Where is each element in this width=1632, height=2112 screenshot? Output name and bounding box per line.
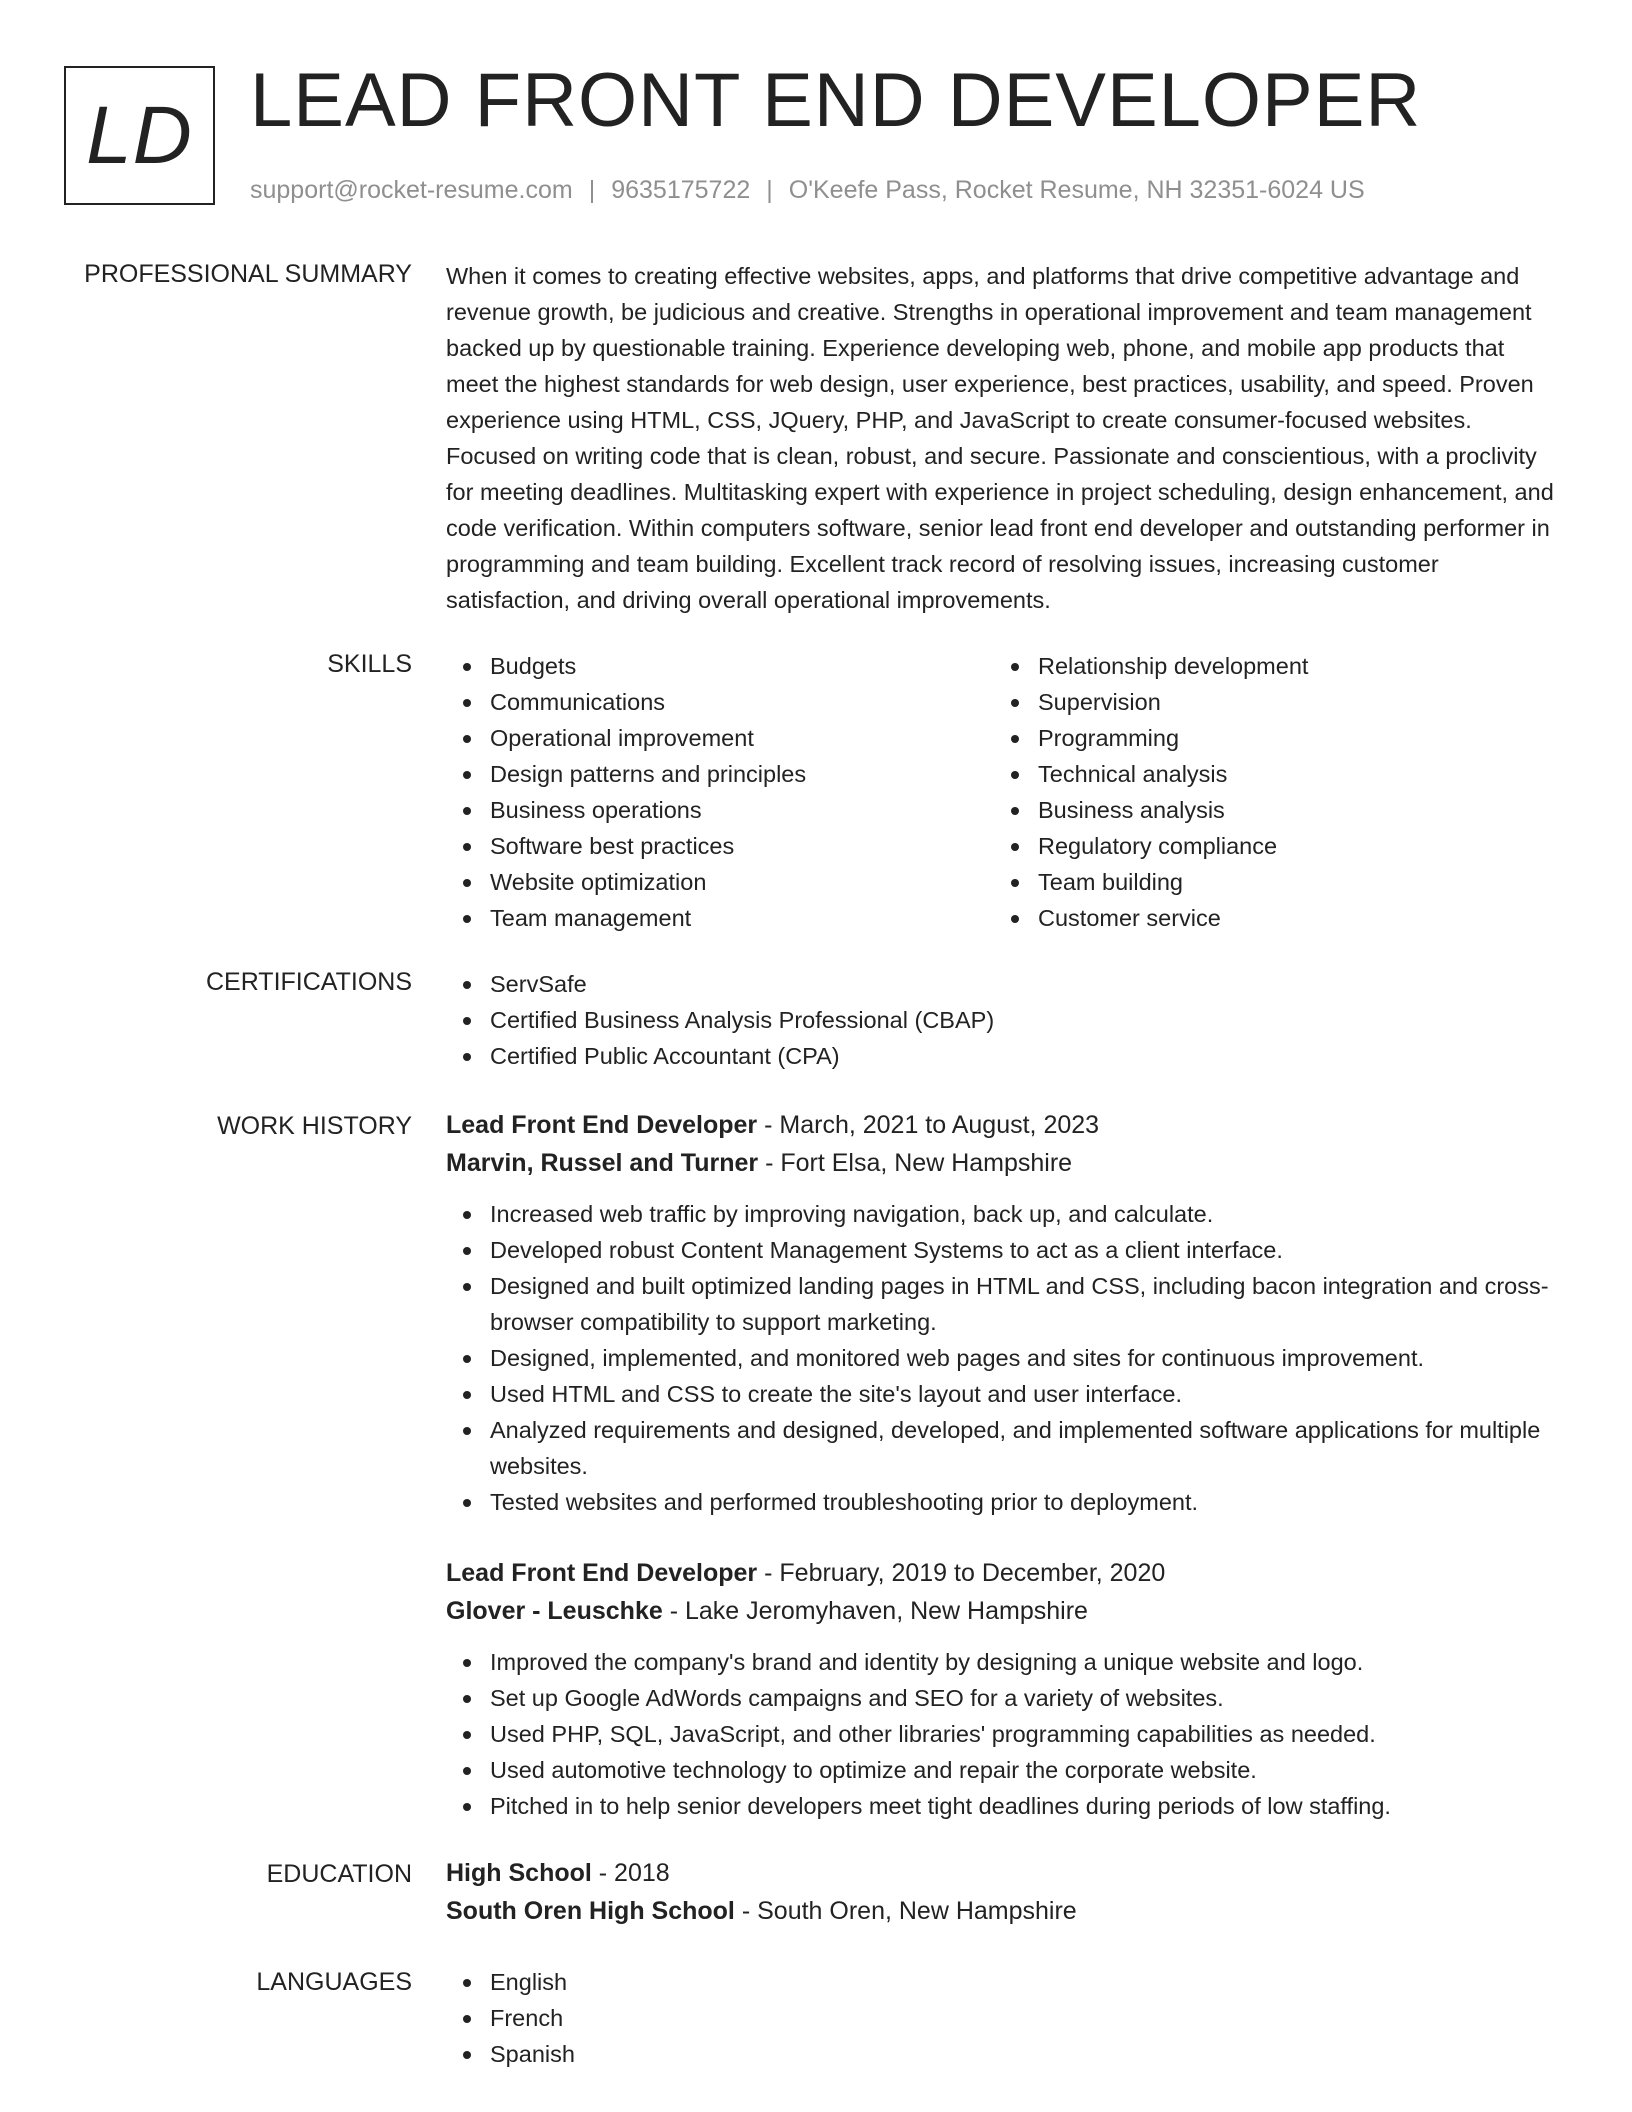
contact-email: support@rocket-resume.com (250, 176, 573, 204)
education-location: - South Oren, New Hampshire (741, 1897, 1077, 1925)
skill-item: Customer service (994, 900, 1542, 936)
job-bullet: Analyzed requirements and designed, developed, and implemented software applications for multiple websites. (446, 1412, 1556, 1484)
certifications-section (446, 966, 1556, 1074)
job-entry (446, 1554, 1556, 1824)
skill-item: Team building (994, 864, 1542, 900)
section-label-summary: PROFESSIONAL SUMMARY (84, 260, 412, 288)
job-bullet: Designed, implemented, and monitored web pages and sites for continuous improvement. (446, 1340, 1556, 1376)
job-bullet: Tested websites and performed troubleshooting prior to deployment. (446, 1484, 1556, 1520)
resume-title: LEAD FRONT END DEVELOPER (250, 58, 1422, 143)
job-company-line (446, 1592, 1556, 1630)
contact-address: O'Keefe Pass, Rocket Resume, NH 32351-6024 US (788, 176, 1365, 204)
education-degree-line (446, 1854, 1556, 1892)
language-item: Spanish (446, 2036, 1556, 2072)
monogram-box (64, 66, 215, 205)
education-entry (446, 1854, 1556, 1930)
job-company: Glover - Leuschke (446, 1597, 663, 1625)
section-label-work-history: WORK HISTORY (217, 1112, 412, 1140)
language-item: French (446, 2000, 1556, 2036)
skill-item: Operational improvement (446, 720, 994, 756)
job-location: - Fort Elsa, New Hampshire (765, 1149, 1073, 1177)
skill-item: Business analysis (994, 792, 1542, 828)
education-school: South Oren High School (446, 1897, 735, 1925)
certifications-list (446, 966, 1556, 1074)
job-bullet-list (446, 1196, 1556, 1520)
section-label-education: EDUCATION (266, 1860, 412, 1888)
job-title-line (446, 1106, 1556, 1144)
job-bullet: Pitched in to help senior developers meet tight deadlines during periods of low staffing. (446, 1788, 1556, 1824)
job-bullet: Increased web traffic by improving navigation, back up, and calculate. (446, 1196, 1556, 1232)
job-title-line (446, 1554, 1556, 1592)
job-dates: - February, 2019 to December, 2020 (764, 1559, 1166, 1587)
certification-item: ServSafe (446, 966, 1556, 1002)
job-bullet: Designed and built optimized landing pages in HTML and CSS, including bacon integration and cross-browser compatibility to support marketing. (446, 1268, 1556, 1340)
languages-list (446, 1964, 1556, 2072)
section-label-skills: SKILLS (327, 650, 412, 678)
skills-list-left (446, 648, 994, 936)
job-bullet: Improved the company's brand and identity by designing a unique website and logo. (446, 1644, 1556, 1680)
job-bullet: Used automotive technology to optimize and repair the corporate website. (446, 1752, 1556, 1788)
certification-item: Certified Public Accountant (CPA) (446, 1038, 1556, 1074)
job-dates: - March, 2021 to August, 2023 (764, 1111, 1100, 1139)
contact-separator: | (766, 176, 773, 204)
job-bullet: Developed robust Content Management Systems to act as a client interface. (446, 1232, 1556, 1268)
contact-line (250, 174, 1365, 206)
contact-separator: | (588, 176, 596, 204)
skill-item: Regulatory compliance (994, 828, 1542, 864)
job-company: Marvin, Russel and Turner (446, 1149, 759, 1177)
skills-section (446, 648, 1556, 936)
job-bullet-list (446, 1644, 1556, 1824)
skill-item: Supervision (994, 684, 1542, 720)
monogram-initials: LD (86, 89, 193, 181)
job-title: Lead Front End Developer (446, 1559, 758, 1587)
summary-text: When it comes to creating effective websites, apps, and platforms that drive competitive advantage and revenue growth, be judicious and creative. Strengths in operational improvement and team management backed up by questionable training. Experience developing web, phone, and mobile app products that meet the highest standards for web design, user experience, best practices, usability, and speed. Proven experience using HTML, CSS, JQuery, PHP, and JavaScript to create consumer-focused websites. Focused on writing code that is clean, robust, and secure. Passionate and conscientious, with a proclivity for meeting deadlines. Multitasking expert with experience in project scheduling, design enhancement, and code verification. Within computers software, senior lead front end developer and outstanding performer in programming and team building. Excellent track record of resolving issues, increasing customer satisfaction, and driving overall operational improvements. (446, 263, 1554, 613)
skill-item: Programming (994, 720, 1542, 756)
job-company-line (446, 1144, 1556, 1182)
skill-item: Website optimization (446, 864, 994, 900)
education-year: - 2018 (598, 1859, 670, 1887)
job-bullet: Set up Google AdWords campaigns and SEO for a variety of websites. (446, 1680, 1556, 1716)
skill-item: Budgets (446, 648, 994, 684)
language-item: English (446, 1964, 1556, 2000)
education-school-line (446, 1892, 1556, 1930)
contact-phone: 9635175722 (611, 176, 751, 204)
job-bullet: Used HTML and CSS to create the site's layout and user interface. (446, 1376, 1556, 1412)
job-location: - Lake Jeromyhaven, New Hampshire (669, 1597, 1088, 1625)
skill-item: Technical analysis (994, 756, 1542, 792)
section-label-certifications: CERTIFICATIONS (205, 968, 412, 996)
job-entry (446, 1106, 1556, 1520)
skill-item: Business operations (446, 792, 994, 828)
languages-section (446, 1964, 1556, 2072)
job-title: Lead Front End Developer (446, 1111, 758, 1139)
skills-list-right (994, 648, 1542, 936)
education-degree: High School (446, 1859, 592, 1887)
skill-item: Relationship development (994, 648, 1542, 684)
job-bullet: Used PHP, SQL, JavaScript, and other libraries' programming capabilities as needed. (446, 1716, 1556, 1752)
skill-item: Communications (446, 684, 994, 720)
certification-item: Certified Business Analysis Professional (CBAP) (446, 1002, 1556, 1038)
section-label-languages: LANGUAGES (256, 1968, 412, 1996)
skill-item: Software best practices (446, 828, 994, 864)
skill-item: Team management (446, 900, 994, 936)
skill-item: Design patterns and principles (446, 756, 994, 792)
